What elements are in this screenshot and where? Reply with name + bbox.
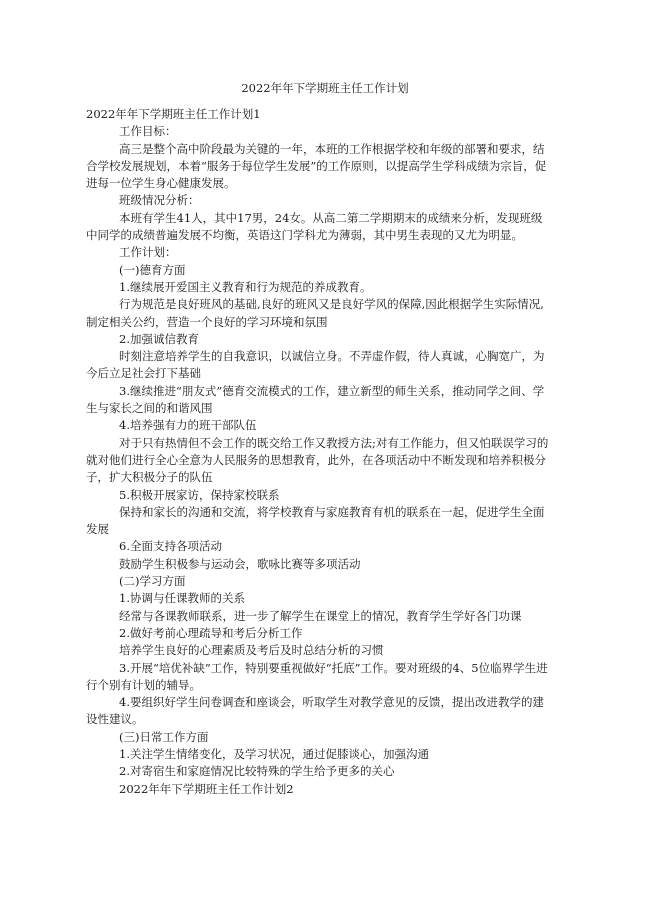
paragraph: 6.全面支持各项活动 — [119, 539, 222, 554]
paragraph: 2.做好考前心理疏导和考后分析工作 — [119, 625, 303, 640]
paragraph: 3.开展“培优补缺”工作，特别要重视做好“托底”工作。要对班级的4、5位临界学生进行个别有计划的辅导。 — [86, 660, 548, 692]
paragraph: 保持和家长的沟通和交流，将学校教育与家庭教育有机的联系在一起，促进学生全面发展 — [86, 504, 545, 537]
paragraph: 4.要组织好学生问卷调查和座谈会，听取学生对教学意见的反馈，提出改进教学的建设性建议。 — [86, 695, 544, 727]
paragraph: 高三是整个高中阶段最为关键的一年，本班的工作根据学校和年级的部署和要求，结合学校发展规划，本着“服务于每位学生发展”的工作原则，以提高学生学科成绩为宗旨，促进每一位学生身心健康发展。 — [86, 141, 547, 191]
document-body — [86, 106, 550, 798]
paragraph: 5.积极开展家访，保持家校联系 — [119, 487, 280, 502]
paragraph: 行为规范是良好班风的基础,良好的班风又是良好学风的保障,因此根据学生实际情况,制定相关公约，营造一个良好的学习环境和氛围 — [86, 297, 544, 329]
paragraph: 4.培养强有力的班干部队伍 — [119, 418, 257, 433]
document-title: 2022年年下学期班主任工作计划 — [241, 81, 409, 95]
paragraph: 班级情况分析： — [119, 193, 200, 208]
paragraph: (二)学习方面 — [119, 574, 186, 589]
paragraph: 经常与各课教师联系，进一步了解学生在课堂上的情况，教育学生学好各门功课 — [119, 608, 522, 623]
paragraph: 2022年年下学期班主任工作计划1 — [86, 107, 261, 121]
paragraph: 对于只有热情但不会工作的既交给工作又教授方法;对有工作能力，但又怕联误学习的就对他们进行全心全意为人民服务的思想教育，此外，在各项活动中不断发现和培养积极分子，扩大积极分子的队伍 — [86, 435, 549, 485]
paragraph: 3.继续推进“朋友式”德育交流模式的工作，建立新型的师生关系，推动同学之间、学生与家长之间的和谐风围 — [86, 383, 545, 416]
paragraph: 工作计划： — [119, 245, 177, 260]
paragraph: 培养学生良好的心理素质及考后及时总结分析的习惯 — [119, 643, 384, 658]
paragraph: 2.加强诚信教育 — [119, 331, 199, 346]
paragraph: 工作目标： — [119, 124, 177, 139]
paragraph: 2022年年下学期班主任工作计划2 — [119, 781, 294, 796]
paragraph: 1.继续展开爱国主义教育和行为规范的养成教育。 — [119, 279, 372, 294]
paragraph: 本班有学生41人，其中17男，24女。从高二第二学期期末的成绩来分析，发现班级中同学的成绩普遍发展不均衡，英语这门学科尤为薄弱，其中男生表现的又尤为明显。 — [86, 210, 543, 243]
paragraph: 鼓励学生积极参与运动会，歌咏比赛等多项活动 — [119, 556, 361, 571]
paragraph: 2.对寄宿生和家庭情况比较特殊的学生给予更多的关心 — [119, 764, 395, 779]
paragraph: 时刻注意培养学生的自我意识，以诚信立身。不弄虚作假，待人真诚，心胸宽广，为今后立足社会打下基础 — [86, 349, 545, 381]
paragraph: 1.协调与任课教师的关系 — [119, 591, 245, 606]
paragraph: (一)德育方面 — [119, 262, 186, 277]
paragraph: 1.关注学生情绪变化，及学习状况，通过促膝谈心，加强沟通 — [119, 746, 429, 761]
paragraph: (三)日常工作方面 — [119, 729, 209, 744]
